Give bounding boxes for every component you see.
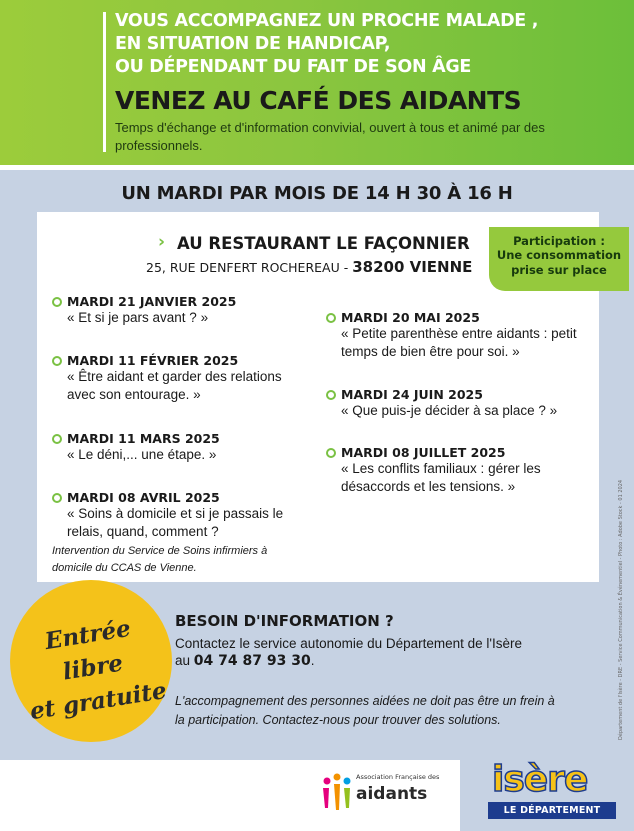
event-item: [52, 294, 292, 327]
badge-line-1: Participation :: [513, 234, 605, 248]
event-date: MARDI 08 AVRIL 2025: [67, 490, 220, 505]
afa-figure-pink: [323, 788, 329, 808]
event-item: [52, 490, 302, 576]
event-description: « Le déni,... une étape. »: [67, 447, 217, 462]
event-date: MARDI 21 JANVIER 2025: [67, 294, 237, 309]
header-subtitle: Temps d'échange et d'information convivial, ouvert à tous et animé par des professionnels.: [115, 120, 545, 153]
afa-figure-orange: [334, 784, 340, 810]
bullet-icon: [326, 313, 336, 323]
event-description: « Que puis-je décider à sa place ? »: [341, 403, 558, 418]
event-description: « Soins à domicile et si je passais le relais, quand, comment ?: [67, 506, 284, 540]
header-line-2: EN SITUATION DE HANDICAP,: [115, 34, 391, 54]
event-date: MARDI 20 MAI 2025: [341, 310, 480, 325]
header-line-1: VOUS ACCOMPAGNEZ UN PROCHE MALADE ,: [115, 11, 539, 31]
isere-logo-band: LE DÉPARTEMENT: [488, 802, 616, 819]
event-description: « Les conflits familiaux : gérer les désaccords et les tensions. »: [341, 461, 541, 495]
afa-dot-orange: [334, 774, 341, 781]
header-divider: [103, 12, 106, 152]
venue-name: AU RESTAURANT LE FAÇONNIER: [177, 234, 470, 253]
side-credit: Département de l'Isère - DRE - Service Communication & Événementiel - Photo : Adobe Stock - 01 2024: [618, 479, 624, 740]
event-description: « Petite parenthèse entre aidants : petit temps de bien être pour soi. »: [341, 326, 577, 360]
bullet-icon: [52, 297, 62, 307]
phone-number[interactable]: 04 74 87 93 30: [193, 653, 311, 669]
event-note: Intervention du Service de Soins infirmiers à domicile du CCAS de Vienne.: [52, 545, 268, 574]
bullet-icon: [52, 434, 62, 444]
isere-logo-word: isère: [492, 759, 588, 800]
info-note: L'accompagnement des personnes aidées ne doit pas être un frein à la participation. Contactez-nous pour trouver des solutions.: [175, 694, 555, 728]
venue-address: [146, 258, 472, 276]
info-phone-line: [175, 653, 314, 669]
event-date: MARDI 11 MARS 2025: [67, 431, 220, 446]
afa-dot-blue: [344, 778, 351, 785]
free-entry-line-1: Entrée libre: [43, 614, 133, 686]
event-date: MARDI 24 JUIN 2025: [341, 387, 483, 402]
badge-line-2: Une consommation: [496, 248, 622, 263]
afa-association-label: Association Française des: [356, 773, 440, 781]
event-item: [52, 431, 292, 464]
badge-line-3: prise sur place: [511, 262, 607, 277]
afa-dot-pink: [324, 778, 331, 785]
venue-city: 38200 VIENNE: [352, 258, 473, 276]
event-description: « Être aidant et garder des relations avec son entourage. »: [67, 369, 282, 403]
participation-badge: [489, 227, 629, 291]
bullet-icon: [52, 493, 62, 503]
event-item: [326, 310, 586, 361]
page-title: VENEZ AU CAFÉ DES AIDANTS: [115, 86, 522, 115]
event-item: [326, 445, 576, 496]
bullet-icon: [326, 448, 336, 458]
free-entry-line-2: et gratuite: [28, 676, 169, 725]
info-contact-line: Contactez le service autonomie du Département de l'Isère: [175, 636, 523, 651]
venue-street: 25, RUE DENFERT ROCHEREAU -: [146, 260, 353, 275]
event-description: « Et si je pars avant ? »: [67, 310, 209, 325]
bullet-icon: [326, 390, 336, 400]
afa-name: aidants: [356, 784, 428, 804]
schedule-frequency: UN MARDI PAR MOIS DE 14 H 30 À 16 H: [121, 183, 513, 204]
afa-figure-green: [344, 788, 350, 808]
phone-suffix: .: [310, 653, 315, 668]
bullet-icon: [52, 356, 62, 366]
event-item: [52, 353, 302, 404]
event-date: MARDI 11 FÉVRIER 2025: [67, 353, 239, 368]
event-item: [326, 387, 586, 420]
header-line-3: OU DÉPENDANT DU FAIT DE SON ÂGE: [115, 57, 472, 77]
phone-prefix: au: [175, 653, 194, 668]
info-title: BESOIN D'INFORMATION ?: [175, 612, 394, 630]
event-date: MARDI 08 JUILLET 2025: [341, 445, 506, 460]
chevron-right-icon: ›: [158, 232, 166, 252]
